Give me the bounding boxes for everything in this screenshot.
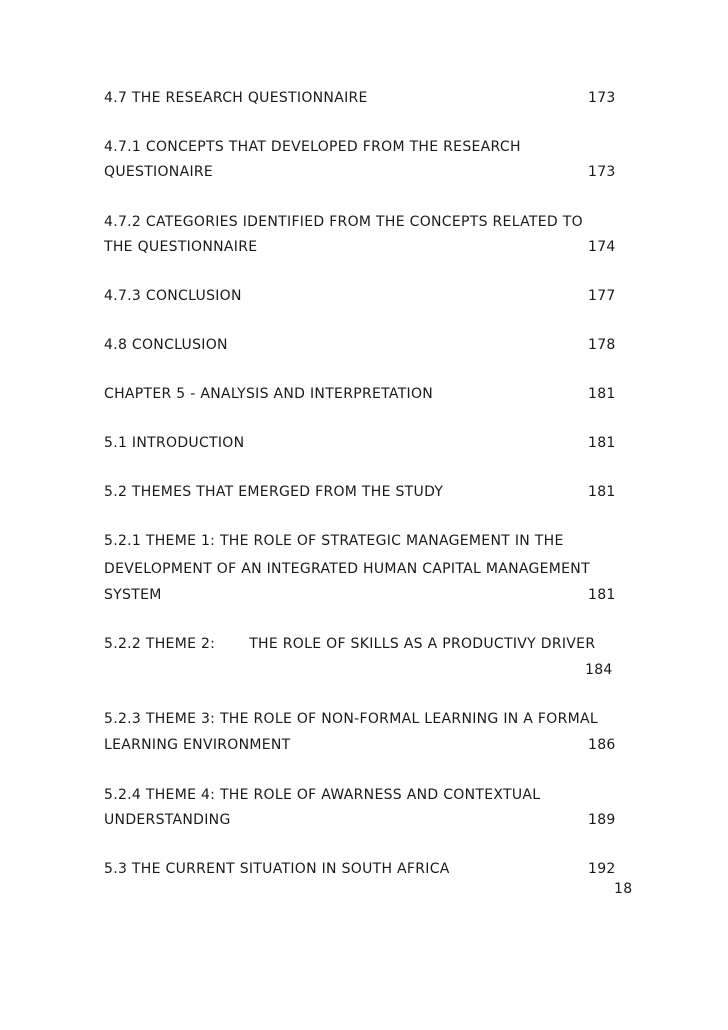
toc-entry-title: CHAPTER 5 - ANALYSIS AND INTERPRETATION — [104, 386, 434, 402]
toc-entry-title: 4.7.1 CONCEPTS THAT DEVELOPED FROM THE RESEARCH — [104, 139, 521, 155]
toc-entry-title-continued: THE QUESTIONNAIRE — [104, 239, 258, 255]
toc-entry-title-continued: UNDERSTANDING — [104, 812, 231, 828]
toc-entry-page: 173 — [588, 164, 616, 180]
toc-entry-title: 4.7.3 CONCLUSION — [104, 288, 242, 304]
toc-entry-title: 4.7 THE RESEARCH QUESTIONNAIRE — [104, 90, 368, 106]
toc-entry-page: 189 — [588, 812, 616, 828]
toc-entry-title-continued: SYSTEM — [104, 587, 162, 603]
toc-entry-page: 184 — [585, 662, 613, 678]
toc-entry-title-text: THE ROLE OF SKILLS AS A PRODUCTIVY DRIVER — [249, 636, 596, 652]
toc-entry-title: 5.2.1 THEME 1: THE ROLE OF STRATEGIC MANAGEMENT IN THE — [104, 533, 564, 549]
page-number: 18 — [614, 881, 633, 897]
toc-entry-page: 174 — [588, 239, 616, 255]
toc-entry-title: 5.3 THE CURRENT SITUATION IN SOUTH AFRICA — [104, 861, 450, 877]
toc-entry-page: 181 — [588, 435, 616, 451]
toc-entry-title: 5.2 THEMES THAT EMERGED FROM THE STUDY — [104, 484, 444, 500]
toc-entry-page: 181 — [588, 484, 616, 500]
toc-entry-title: 5.1 INTRODUCTION — [104, 435, 245, 451]
toc-entry-page: 186 — [588, 737, 616, 753]
toc-entry-title-continued: QUESTIONAIRE — [104, 164, 214, 180]
toc-entry-page: 177 — [588, 288, 616, 304]
toc-entry-title — [104, 636, 595, 652]
toc-entry-page: 181 — [588, 386, 616, 402]
toc-entry-title-continued: LEARNING ENVIRONMENT — [104, 737, 291, 753]
toc-entry-page: 192 — [588, 861, 616, 877]
toc-entry-page: 173 — [588, 90, 616, 106]
toc-entry-number: 5.2.2 THEME 2: — [104, 636, 216, 652]
toc-entry-title: 4.7.2 CATEGORIES IDENTIFIED FROM THE CONCEPTS RELATED TO — [104, 214, 583, 230]
toc-entry-title: 5.2.3 THEME 3: THE ROLE OF NON-FORMAL LEARNING IN A FORMAL — [104, 711, 598, 727]
toc-entry-title: 4.8 CONCLUSION — [104, 337, 228, 353]
toc-entry-page: 178 — [588, 337, 616, 353]
toc-entry-title-continued: DEVELOPMENT OF AN INTEGRATED HUMAN CAPITAL MANAGEMENT — [104, 561, 590, 577]
toc-entry-page: 181 — [588, 587, 616, 603]
toc-entry-title: 5.2.4 THEME 4: THE ROLE OF AWARNESS AND CONTEXTUAL — [104, 787, 541, 803]
